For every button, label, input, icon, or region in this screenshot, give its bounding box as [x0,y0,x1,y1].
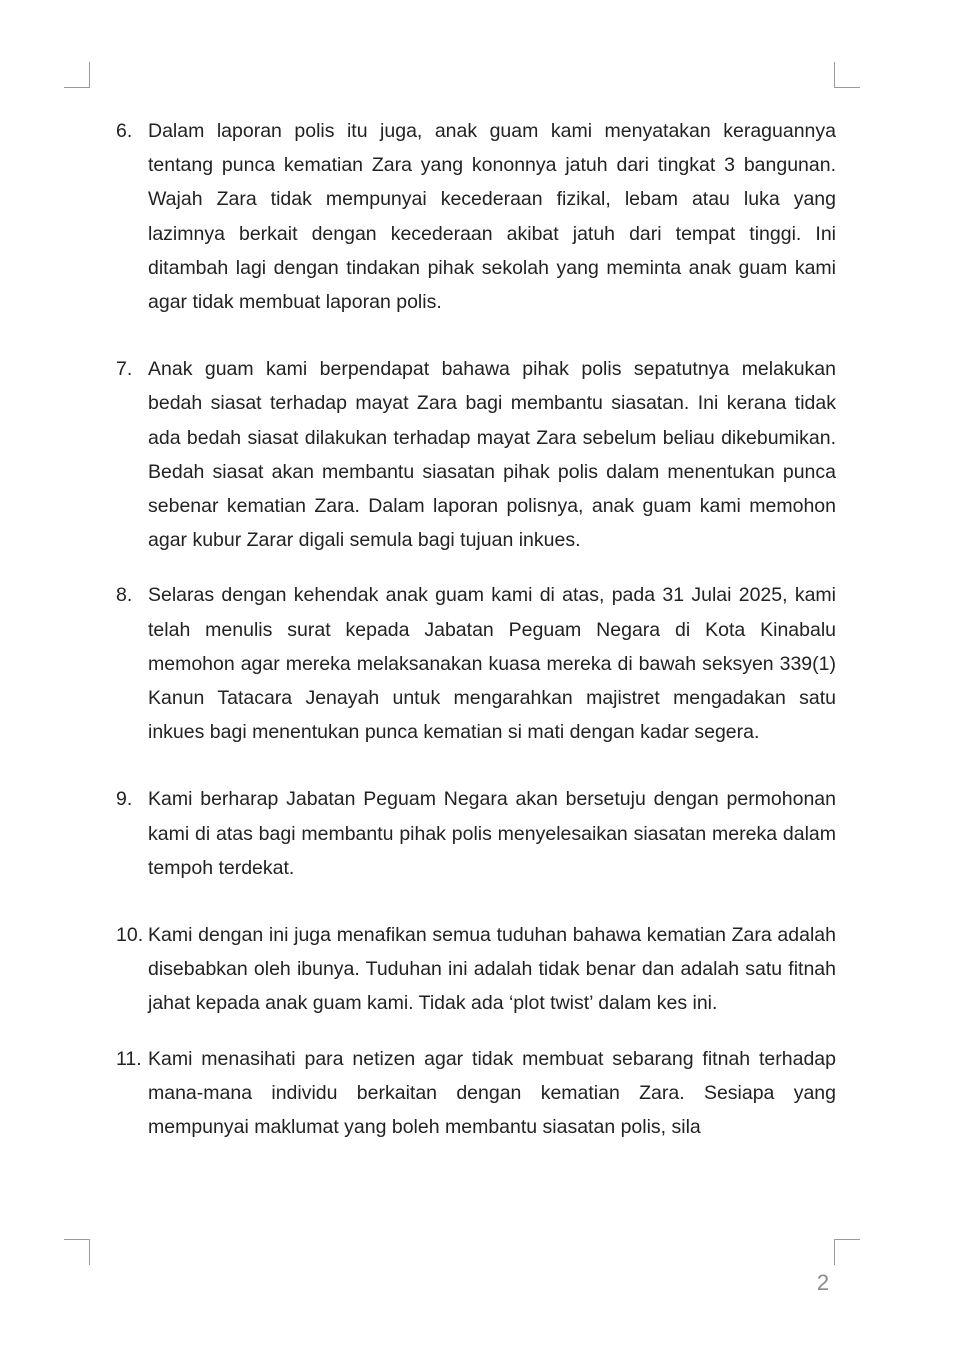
paragraph-number: 7. [116,358,133,381]
paragraph-10 [116,918,836,1021]
paragraph-text: Kami berharap Jabatan Peguam Negara akan bersetuju dengan permohonan kami di atas bagi membantu pihak polis menyelesaikan siasatan mereka dalam tempoh terdekat. [148,788,836,879]
paragraph-number: 11. [116,1047,142,1070]
paragraph-text: Kami dengan ini juga menafikan semua tuduhan bahawa kematian Zara adalah disebabkan oleh ibunya. Tuduhan ini adalah tidak benar dan adalah satu fitnah jahat kepada anak guam kami. Tidak ada ‘plot twist’ dalam kes ini. [148,924,836,1015]
paragraph-text: Anak guam kami berpendapat bahawa pihak polis sepatutnya melakukan bedah siasat terhadap mayat Zara bagi membantu siasatan. Ini kerana tidak ada bedah siasat dilakukan terhadap mayat Zara sebelum beliau dikebumikan. Bedah siasat akan membantu siasatan pihak polis dalam menentukan punca sebenar kematian Zara. Dalam laporan polisnya, anak guam kami memohon agar kubur Zarar digali semula bagi tujuan inkues. [148,358,836,552]
paragraph-9 [116,782,836,885]
paragraph-number: 6. [116,120,133,142]
paragraph-text: Kami menasihati para netizen agar tidak membuat sebarang fitnah terhadap mana-mana individu berkaitan dengan kematian Zara. Sesiapa yang mempunyai maklumat yang boleh membantu siasatan polis, sila [148,1047,836,1139]
paragraph-text: Dalam laporan polis itu juga, anak guam kami menyatakan keraguannya tentang punca kematian Zara yang kononnya jatuh dari tingkat 3 bangunan. Wajah Zara tidak mempunyai kecederaan fizikal, lebam atau luka yang lazimnya berkait dengan kecederaan akibat jatuh dari tempat tinggi. Ini ditambah lagi dengan tindakan pihak sekolah yang meminta anak guam kami agar tidak membuat laporan polis. [148,120,836,314]
paragraph-text: Selaras dengan kehendak anak guam kami di atas, pada 31 Julai 2025, kami telah menulis surat kepada Jabatan Peguam Negara di Kota Kinabalu memohon agar mereka melaksanakan kuasa mereka di bawah seksyen 339(1) Kanun Tatacara Jenayah untuk mengarahkan majistret mengadakan satu inkues bagi menentukan punca kematian si mati dengan kadar segera. [148,584,836,744]
paragraph-number: 9. [116,788,133,811]
paragraph-6 [116,114,836,319]
document-body [116,114,836,1144]
crop-mark-bottom-left [64,1239,90,1265]
paragraph-number: 8. [116,584,133,607]
crop-mark-top-right [834,62,860,88]
crop-mark-bottom-right [834,1239,860,1265]
paragraph-7 [116,352,836,557]
paragraph-11 [116,1042,836,1145]
page-number: 2 [816,1270,830,1295]
paragraph-number: 10. [116,924,144,947]
crop-mark-top-left [64,62,90,88]
paragraph-8 [116,578,836,749]
